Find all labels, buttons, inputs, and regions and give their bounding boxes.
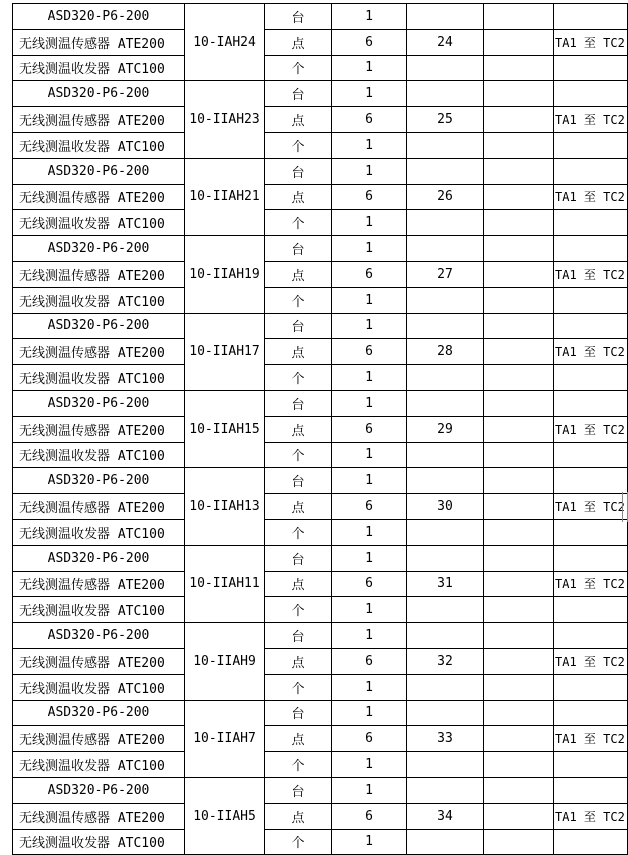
- sensor-cell: 无线测温传感器 ATE200: [13, 803, 185, 829]
- seq-cell: 34: [407, 803, 484, 829]
- seq-cell: [407, 287, 484, 313]
- unit-cell: 个: [265, 442, 332, 468]
- note-cell: TA1 至 TC2: [554, 648, 628, 674]
- blank-cell: [484, 81, 554, 107]
- model-cell: ASD320-P6-200: [13, 623, 185, 649]
- blank-cell: [484, 4, 554, 30]
- seq-cell: [407, 674, 484, 700]
- unit-cell: 点: [265, 803, 332, 829]
- sensor-cell: 无线测温传感器 ATE200: [13, 339, 185, 365]
- unit-cell: 台: [265, 313, 332, 339]
- qty-cell: 1: [332, 287, 407, 313]
- table-row: [13, 648, 628, 674]
- blank-cell: [484, 545, 554, 571]
- unit-cell: 点: [265, 184, 332, 210]
- blank-cell: [484, 494, 554, 520]
- note-cell: TA1 至 TC2: [554, 726, 628, 752]
- qty-cell: 6: [332, 571, 407, 597]
- transceiver-cell: 无线测温收发器 ATC100: [13, 752, 185, 778]
- qty-cell: 1: [332, 210, 407, 236]
- qty-cell: 1: [332, 365, 407, 391]
- seq-cell: 27: [407, 261, 484, 287]
- table-row: [13, 55, 628, 81]
- unit-cell: 个: [265, 752, 332, 778]
- unit-cell: 台: [265, 4, 332, 30]
- blank-cell: [484, 519, 554, 545]
- seq-cell: [407, 81, 484, 107]
- blank-cell: [484, 339, 554, 365]
- unit-cell: 个: [265, 829, 332, 855]
- seq-cell: [407, 597, 484, 623]
- qty-cell: 6: [332, 726, 407, 752]
- code-cell: 10-IIAH17: [185, 313, 265, 390]
- unit-cell: 个: [265, 519, 332, 545]
- code-cell: 10-IIAH19: [185, 236, 265, 313]
- seq-cell: [407, 519, 484, 545]
- blank-cell: [484, 210, 554, 236]
- code-cell: 10-IIAH23: [185, 81, 265, 158]
- note-cell: TA1 至 TC2: [554, 184, 628, 210]
- blank-cell: [484, 442, 554, 468]
- blank-cell: [484, 107, 554, 133]
- blank-cell: [484, 597, 554, 623]
- note-cell: [554, 365, 628, 391]
- table-row: [13, 829, 628, 855]
- blank-cell: [484, 29, 554, 55]
- blank-cell: [484, 777, 554, 803]
- note-cell: TA1 至 TC2: [554, 29, 628, 55]
- sensor-cell: 无线测温传感器 ATE200: [13, 261, 185, 287]
- model-cell: ASD320-P6-200: [13, 700, 185, 726]
- note-cell: [554, 829, 628, 855]
- blank-cell: [484, 158, 554, 184]
- table-row: [13, 261, 628, 287]
- equipment-table-body: [13, 4, 628, 855]
- transceiver-cell: 无线测温收发器 ATC100: [13, 674, 185, 700]
- table-row: [13, 313, 628, 339]
- sensor-cell: 无线测温传感器 ATE200: [13, 494, 185, 520]
- transceiver-cell: 无线测温收发器 ATC100: [13, 597, 185, 623]
- blank-cell: [484, 468, 554, 494]
- code-cell: 10-IIAH9: [185, 623, 265, 700]
- seq-cell: [407, 210, 484, 236]
- seq-cell: [407, 236, 484, 262]
- qty-cell: 1: [332, 132, 407, 158]
- model-cell: ASD320-P6-200: [13, 236, 185, 262]
- blank-cell: [484, 261, 554, 287]
- note-cell: TA1 至 TC2: [554, 494, 628, 520]
- note-cell: [554, 545, 628, 571]
- transceiver-cell: 无线测温收发器 ATC100: [13, 519, 185, 545]
- table-row: [13, 339, 628, 365]
- table-row: [13, 29, 628, 55]
- blank-cell: [484, 803, 554, 829]
- code-cell: 10-IIAH5: [185, 777, 265, 854]
- seq-cell: [407, 132, 484, 158]
- qty-cell: 1: [332, 442, 407, 468]
- qty-cell: 1: [332, 4, 407, 30]
- note-cell: [554, 287, 628, 313]
- qty-cell: 1: [332, 468, 407, 494]
- unit-cell: 台: [265, 700, 332, 726]
- table-row: [13, 700, 628, 726]
- seq-cell: [407, 442, 484, 468]
- equipment-table: [12, 3, 628, 855]
- sensor-cell: 无线测温传感器 ATE200: [13, 726, 185, 752]
- blank-cell: [484, 700, 554, 726]
- qty-cell: 6: [332, 261, 407, 287]
- unit-cell: 点: [265, 339, 332, 365]
- qty-cell: 1: [332, 313, 407, 339]
- note-cell: TA1 至 TC2: [554, 571, 628, 597]
- unit-cell: 个: [265, 210, 332, 236]
- note-cell: [554, 700, 628, 726]
- qty-cell: 1: [332, 81, 407, 107]
- note-cell: [554, 623, 628, 649]
- table-row: [13, 158, 628, 184]
- transceiver-cell: 无线测温收发器 ATC100: [13, 132, 185, 158]
- model-cell: ASD320-P6-200: [13, 81, 185, 107]
- table-row: [13, 519, 628, 545]
- sensor-cell: 无线测温传感器 ATE200: [13, 571, 185, 597]
- note-cell: [554, 81, 628, 107]
- blank-cell: [484, 648, 554, 674]
- blank-cell: [484, 752, 554, 778]
- seq-cell: 25: [407, 107, 484, 133]
- table-row: [13, 571, 628, 597]
- qty-cell: 1: [332, 545, 407, 571]
- unit-cell: 个: [265, 132, 332, 158]
- qty-cell: 6: [332, 648, 407, 674]
- qty-cell: 1: [332, 623, 407, 649]
- qty-cell: 1: [332, 55, 407, 81]
- seq-cell: [407, 313, 484, 339]
- sensor-cell: 无线测温传感器 ATE200: [13, 416, 185, 442]
- sensor-cell: 无线测温传感器 ATE200: [13, 648, 185, 674]
- transceiver-cell: 无线测温收发器 ATC100: [13, 210, 185, 236]
- blank-cell: [484, 365, 554, 391]
- table-row: [13, 210, 628, 236]
- seq-cell: [407, 829, 484, 855]
- qty-cell: 1: [332, 519, 407, 545]
- qty-cell: 1: [332, 236, 407, 262]
- qty-cell: 6: [332, 416, 407, 442]
- qty-cell: 1: [332, 158, 407, 184]
- table-row: [13, 752, 628, 778]
- note-cell: [554, 519, 628, 545]
- note-cell: TA1 至 TC2: [554, 107, 628, 133]
- unit-cell: 台: [265, 545, 332, 571]
- unit-cell: 台: [265, 81, 332, 107]
- model-cell: ASD320-P6-200: [13, 390, 185, 416]
- seq-cell: [407, 55, 484, 81]
- note-cell: TA1 至 TC2: [554, 803, 628, 829]
- note-cell: [554, 777, 628, 803]
- code-cell: 10-IIAH13: [185, 468, 265, 545]
- seq-cell: [407, 623, 484, 649]
- scroll-edge-handle[interactable]: [622, 492, 628, 522]
- unit-cell: 个: [265, 287, 332, 313]
- note-cell: [554, 55, 628, 81]
- qty-cell: 6: [332, 184, 407, 210]
- seq-cell: 24: [407, 29, 484, 55]
- note-cell: [554, 390, 628, 416]
- unit-cell: 台: [265, 158, 332, 184]
- qty-cell: 1: [332, 390, 407, 416]
- seq-cell: [407, 4, 484, 30]
- unit-cell: 台: [265, 390, 332, 416]
- table-row: [13, 184, 628, 210]
- seq-cell: [407, 545, 484, 571]
- note-cell: [554, 313, 628, 339]
- qty-cell: 6: [332, 29, 407, 55]
- seq-cell: [407, 752, 484, 778]
- note-cell: [554, 752, 628, 778]
- qty-cell: 1: [332, 829, 407, 855]
- table-row: [13, 365, 628, 391]
- model-cell: ASD320-P6-200: [13, 777, 185, 803]
- blank-cell: [484, 184, 554, 210]
- note-cell: [554, 236, 628, 262]
- seq-cell: 31: [407, 571, 484, 597]
- note-cell: [554, 132, 628, 158]
- blank-cell: [484, 726, 554, 752]
- table-row: [13, 803, 628, 829]
- table-row: [13, 107, 628, 133]
- note-cell: [554, 674, 628, 700]
- seq-cell: 33: [407, 726, 484, 752]
- seq-cell: 26: [407, 184, 484, 210]
- seq-cell: 28: [407, 339, 484, 365]
- table-row: [13, 287, 628, 313]
- sensor-cell: 无线测温传感器 ATE200: [13, 29, 185, 55]
- table-row: [13, 674, 628, 700]
- table-row: [13, 4, 628, 30]
- model-cell: ASD320-P6-200: [13, 4, 185, 30]
- unit-cell: 个: [265, 597, 332, 623]
- table-row: [13, 416, 628, 442]
- table-row: [13, 777, 628, 803]
- blank-cell: [484, 674, 554, 700]
- sensor-cell: 无线测温传感器 ATE200: [13, 107, 185, 133]
- table-row: [13, 545, 628, 571]
- table-row: [13, 494, 628, 520]
- unit-cell: 点: [265, 648, 332, 674]
- blank-cell: [484, 313, 554, 339]
- seq-cell: [407, 700, 484, 726]
- unit-cell: 个: [265, 55, 332, 81]
- model-cell: ASD320-P6-200: [13, 158, 185, 184]
- blank-cell: [484, 132, 554, 158]
- code-cell: 10-IIAH7: [185, 700, 265, 777]
- unit-cell: 个: [265, 674, 332, 700]
- seq-cell: 29: [407, 416, 484, 442]
- note-cell: [554, 158, 628, 184]
- blank-cell: [484, 416, 554, 442]
- seq-cell: [407, 390, 484, 416]
- blank-cell: [484, 571, 554, 597]
- table-row: [13, 597, 628, 623]
- code-cell: 10-IIAH15: [185, 390, 265, 467]
- blank-cell: [484, 623, 554, 649]
- qty-cell: 1: [332, 752, 407, 778]
- transceiver-cell: 无线测温收发器 ATC100: [13, 829, 185, 855]
- note-cell: [554, 468, 628, 494]
- code-cell: 10-IIAH11: [185, 545, 265, 622]
- seq-cell: [407, 158, 484, 184]
- qty-cell: 1: [332, 674, 407, 700]
- transceiver-cell: 无线测温收发器 ATC100: [13, 287, 185, 313]
- unit-cell: 个: [265, 365, 332, 391]
- transceiver-cell: 无线测温收发器 ATC100: [13, 365, 185, 391]
- note-cell: TA1 至 TC2: [554, 416, 628, 442]
- unit-cell: 点: [265, 571, 332, 597]
- table-row: [13, 132, 628, 158]
- transceiver-cell: 无线测温收发器 ATC100: [13, 55, 185, 81]
- note-cell: TA1 至 TC2: [554, 339, 628, 365]
- code-cell: 10-IAH24: [185, 4, 265, 81]
- table-row: [13, 468, 628, 494]
- unit-cell: 点: [265, 261, 332, 287]
- qty-cell: 1: [332, 597, 407, 623]
- unit-cell: 台: [265, 777, 332, 803]
- table-row: [13, 623, 628, 649]
- unit-cell: 点: [265, 726, 332, 752]
- sensor-cell: 无线测温传感器 ATE200: [13, 184, 185, 210]
- blank-cell: [484, 287, 554, 313]
- transceiver-cell: 无线测温收发器 ATC100: [13, 442, 185, 468]
- code-cell: 10-IIAH21: [185, 158, 265, 235]
- table-row: [13, 81, 628, 107]
- unit-cell: 点: [265, 416, 332, 442]
- blank-cell: [484, 236, 554, 262]
- qty-cell: 6: [332, 494, 407, 520]
- unit-cell: 点: [265, 107, 332, 133]
- unit-cell: 点: [265, 29, 332, 55]
- note-cell: [554, 210, 628, 236]
- note-cell: TA1 至 TC2: [554, 261, 628, 287]
- qty-cell: 6: [332, 339, 407, 365]
- unit-cell: 台: [265, 623, 332, 649]
- unit-cell: 点: [265, 494, 332, 520]
- seq-cell: [407, 365, 484, 391]
- note-cell: [554, 442, 628, 468]
- table-row: [13, 726, 628, 752]
- model-cell: ASD320-P6-200: [13, 545, 185, 571]
- model-cell: ASD320-P6-200: [13, 468, 185, 494]
- blank-cell: [484, 390, 554, 416]
- seq-cell: 30: [407, 494, 484, 520]
- seq-cell: [407, 777, 484, 803]
- model-cell: ASD320-P6-200: [13, 313, 185, 339]
- seq-cell: 32: [407, 648, 484, 674]
- qty-cell: 6: [332, 803, 407, 829]
- blank-cell: [484, 55, 554, 81]
- table-row: [13, 442, 628, 468]
- blank-cell: [484, 829, 554, 855]
- note-cell: [554, 4, 628, 30]
- qty-cell: 1: [332, 777, 407, 803]
- unit-cell: 台: [265, 468, 332, 494]
- table-row: [13, 390, 628, 416]
- note-cell: [554, 597, 628, 623]
- table-row: [13, 236, 628, 262]
- seq-cell: [407, 468, 484, 494]
- unit-cell: 台: [265, 236, 332, 262]
- qty-cell: 1: [332, 700, 407, 726]
- qty-cell: 6: [332, 107, 407, 133]
